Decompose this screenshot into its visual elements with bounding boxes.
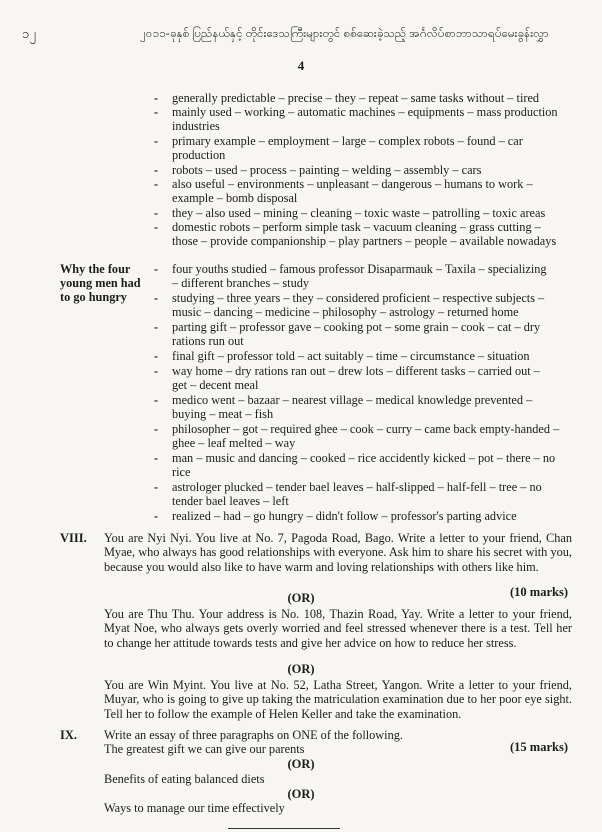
list-item: - man – music and dancing – cooked – rice accidently kicked – pot – there – no	[172, 451, 577, 465]
list-item-continuation: tender bael leaves – left	[172, 494, 289, 508]
or-separator: (OR)	[287, 787, 315, 801]
question-label-viii: VIII.	[60, 531, 87, 545]
list-item-continuation: production	[172, 148, 226, 162]
or-separator: (OR)	[287, 757, 315, 771]
list-item: - they – also used – mining – cleaning – toxic waste – patrolling – toxic areas	[172, 206, 577, 220]
list-item: - also useful – environments – unpleasant – dangerous – humans to work –	[172, 177, 577, 191]
list-item-continuation: example – bomb disposal	[172, 191, 298, 205]
list-item-continuation: get – decent meal	[172, 378, 259, 392]
list-item: - generally predictable – precise – they – repeat – same tasks without – tired	[172, 91, 577, 105]
list-item-continuation: industries	[172, 119, 220, 133]
list-item-continuation: – different branches – study	[172, 276, 310, 290]
list-item-continuation: buying – meat – fish	[172, 407, 274, 421]
list-item: - studying – three years – they – considered proficient – respective subjects –	[172, 291, 577, 305]
essay-topic-3: Ways to manage our time effectively	[104, 801, 285, 815]
marks-label: (10 marks)	[510, 585, 568, 599]
essay-topic-1: The greatest gift we can give our parents	[104, 742, 305, 756]
list-item-continuation: rations run out	[172, 334, 244, 348]
question-viii-option-3: You are Win Myint. You live at No. 52, Latha Street, Yangon. Write a letter to your friend, Muyar, who is going to give up taking the matriculation examination due to her poor eye sight. Tell her to follow the example of Helen Keller and take the examination.	[104, 678, 572, 721]
page-header	[0, 26, 602, 46]
question-viii-option-1: You are Nyi Nyi. You live at No. 7, Pagoda Road, Bago. Write a letter to your friend, Chan Myae, who always has good relationships with everyone. Ask him to share his secret with you, because you would also like to have warm and loving relationships with others like him.	[104, 531, 572, 574]
list-item: - mainly used – working – automatic machines – equipments – mass production	[172, 105, 577, 119]
marks-label: (15 marks)	[510, 740, 568, 754]
list-item: - domestic robots – perform simple task – vacuum cleaning – grass cutting –	[172, 220, 577, 234]
header-title: ၂၀၁၁-ခုနှစ် ပြည်နယ်နှင့် တိုင်းဒေသကြီးများတွင် စစ်ဆေးခဲ့သည့် အင်္ဂလိပ်စာဘာသာရပ်မေးခွန်းလွှာ	[140, 28, 549, 40]
list-item: - way home – dry rations ran out – drew lots – different tasks – carried out –	[172, 364, 577, 378]
list-item: - primary example – employment – large – complex robots – found – car	[172, 134, 577, 148]
list-item: - realized – had – go hungry – didn't follow – professor's parting advice	[172, 509, 577, 523]
list-item-continuation: music – dancing – medicine – philosophy – astrology – returned home	[172, 305, 519, 319]
list-item-continuation: rice	[172, 465, 191, 479]
list-item: - final gift – professor told – act suitably – time – circumstance – situation	[172, 349, 577, 363]
or-separator: (OR)	[287, 662, 315, 676]
list-item: - four youths studied – famous professor Disaparmauk – Taxila – specializing	[172, 262, 577, 276]
question-ix-instruction: Write an essay of three paragraphs on ONE of the following.	[104, 728, 403, 742]
page-number: 4	[297, 58, 305, 73]
end-rule	[228, 828, 340, 829]
header-page-number: ၁၂	[22, 26, 36, 41]
list-item: - astrologer plucked – tender bael leaves – half-slipped – half-fell – tree – no	[172, 480, 577, 494]
list-item-continuation: those – provide companionship – play partners – people – available nowadays	[172, 234, 557, 248]
question-viii-option-2: You are Thu Thu. Your address is No. 108, Thazin Road, Yay. Write a letter to your friend, Myat Noe, who always gets overly worried and feel stressed whenever there is a test. Tell her to change her attitude towards tests and give her advice on how to reduce her stress.	[104, 607, 572, 650]
list-item: - philosopher – got – required ghee – cook – curry – came back empty-handed –	[172, 422, 577, 436]
or-separator: (OR)	[287, 591, 315, 605]
list-item: - robots – used – process – painting – welding – assembly – cars	[172, 163, 577, 177]
list-item-continuation: ghee – leaf melted – way	[172, 436, 296, 450]
list-item: - medico went – bazaar – nearest village – medical knowledge prevented –	[172, 393, 577, 407]
essay-topic-2: Benefits of eating balanced diets	[104, 772, 265, 786]
list-item: - parting gift – professor gave – cooking pot – some grain – cook – cat – dry	[172, 320, 577, 334]
side-heading: Why the four young men had to go hungry	[60, 262, 141, 305]
question-label-ix: IX.	[60, 728, 78, 742]
